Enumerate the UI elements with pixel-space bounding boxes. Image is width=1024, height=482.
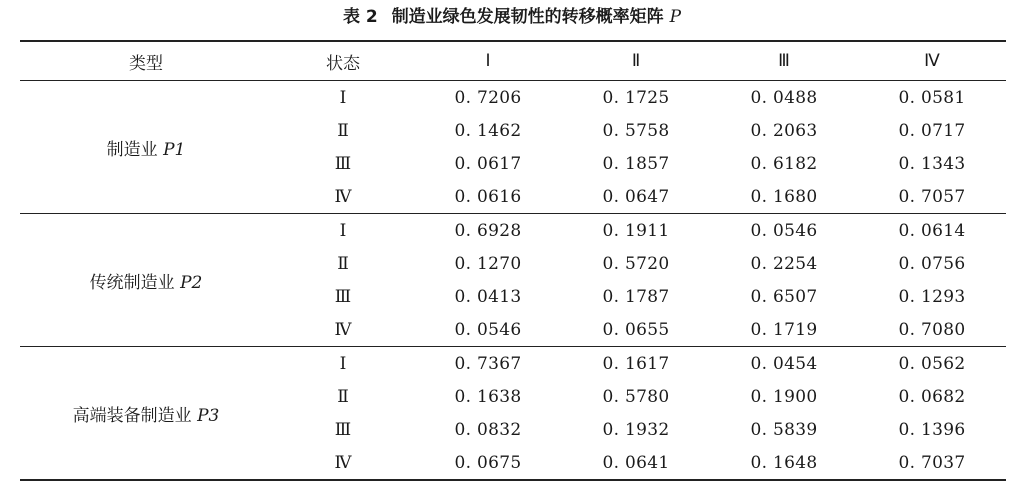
probability-cell: 0. 0488 (750, 87, 818, 108)
probability-cell: 0. 1680 (750, 186, 818, 207)
header-type: 类型 (129, 53, 163, 74)
probability-cell: 0. 1396 (898, 419, 966, 440)
probability-cell: 0. 1857 (602, 153, 670, 174)
probability-cell: 0. 0454 (750, 353, 818, 374)
probability-cell: 0. 7080 (898, 319, 966, 340)
probability-cell: 0. 7367 (454, 353, 522, 374)
state-cell: Ⅰ (339, 220, 347, 241)
probability-cell: 0. 0614 (898, 220, 966, 241)
probability-cell: 0. 0647 (602, 186, 670, 207)
matrix-symbol: P (669, 7, 682, 27)
type-label: 传统制造业 (89, 272, 175, 293)
type-label: 高端装备制造业 (72, 405, 192, 426)
probability-cell: 0. 7057 (898, 186, 966, 207)
probability-cell: 0. 5780 (602, 386, 670, 407)
probability-cell: 0. 1648 (750, 452, 818, 473)
probability-cell: 0. 0832 (454, 419, 522, 440)
probability-cell: 0. 0413 (454, 286, 522, 307)
probability-cell: 0. 6182 (750, 153, 818, 174)
table-caption (0, 4, 1024, 30)
probability-cell: 0. 1617 (602, 353, 670, 374)
group-2 (20, 214, 1006, 347)
header-state: 状态 (326, 53, 360, 74)
probability-cell: 0. 1900 (750, 386, 818, 407)
state-cell: Ⅰ (339, 353, 347, 374)
probability-cell: 0. 5758 (602, 120, 670, 141)
table-number: 表 2 (342, 7, 378, 27)
probability-cell: 0. 1638 (454, 386, 522, 407)
probability-cell: 0. 0581 (898, 87, 966, 108)
probability-cell: 0. 1270 (454, 253, 522, 274)
header-state-1: Ⅰ (485, 51, 491, 71)
probability-cell: 0. 1932 (602, 419, 670, 440)
probability-cell: 0. 6507 (750, 286, 818, 307)
type-symbol: P1 (163, 139, 186, 160)
state-cell: Ⅱ (337, 120, 349, 141)
group-1 (20, 81, 1006, 214)
probability-cell: 0. 5720 (602, 253, 670, 274)
probability-cell: 0. 2254 (750, 253, 818, 274)
table-row (20, 214, 1006, 248)
state-cell: Ⅲ (334, 153, 352, 174)
state-cell: Ⅳ (334, 452, 352, 473)
probability-cell: 0. 1719 (750, 319, 818, 340)
state-cell: Ⅳ (334, 319, 352, 340)
probability-cell: 0. 0655 (602, 319, 670, 340)
transition-matrix-table (20, 40, 1006, 481)
table-row (20, 81, 1006, 115)
probability-cell: 0. 1911 (602, 220, 670, 241)
group-3 (20, 347, 1006, 481)
probability-cell: 0. 7037 (898, 452, 966, 473)
probability-cell: 0. 2063 (750, 120, 818, 141)
probability-cell: 0. 0546 (454, 319, 522, 340)
table-row (20, 347, 1006, 381)
probability-cell: 0. 1462 (454, 120, 522, 141)
probability-cell: 0. 0717 (898, 120, 966, 141)
type-cell (20, 214, 272, 347)
state-cell: Ⅱ (337, 253, 349, 274)
header-state-2: Ⅱ (631, 51, 641, 71)
table-title: 制造业绿色发展韧性的转移概率矩阵 (391, 7, 664, 27)
probability-cell: 0. 1787 (602, 286, 670, 307)
probability-cell: 0. 0546 (750, 220, 818, 241)
probability-cell: 0. 0675 (454, 452, 522, 473)
type-symbol: P2 (180, 272, 203, 293)
type-cell (20, 347, 272, 481)
state-cell: Ⅱ (337, 386, 349, 407)
probability-cell: 0. 1293 (898, 286, 966, 307)
state-cell: Ⅲ (334, 286, 352, 307)
probability-cell: 0. 0641 (602, 452, 670, 473)
state-cell: Ⅳ (334, 186, 352, 207)
header-state-3: Ⅲ (778, 51, 790, 71)
state-cell: Ⅰ (339, 87, 347, 108)
header-state-4: Ⅳ (924, 51, 940, 71)
probability-cell: 0. 0617 (454, 153, 522, 174)
probability-cell: 0. 1725 (602, 87, 670, 108)
type-symbol: P3 (197, 405, 220, 426)
probability-cell: 0. 1343 (898, 153, 966, 174)
type-cell (20, 81, 272, 214)
header-row (20, 41, 1006, 81)
probability-cell: 0. 0682 (898, 386, 966, 407)
probability-cell: 0. 5839 (750, 419, 818, 440)
state-cell: Ⅲ (334, 419, 352, 440)
probability-cell: 0. 7206 (454, 87, 522, 108)
probability-cell: 0. 0616 (454, 186, 522, 207)
probability-cell: 0. 6928 (454, 220, 522, 241)
probability-cell: 0. 0562 (898, 353, 966, 374)
type-label: 制造业 (106, 139, 158, 160)
probability-cell: 0. 0756 (898, 253, 966, 274)
